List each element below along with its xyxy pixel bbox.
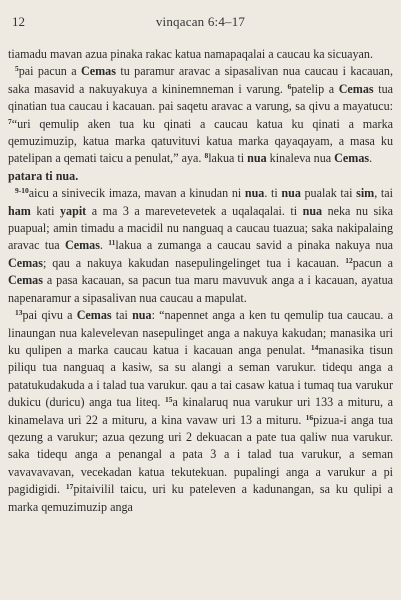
verse-number: 16 [305,412,314,422]
verse-text: neka nu sika puapual; amin timadu a macidil nu nanguaq a caucau tuazua; saka nakipalaing aravac tua [8,203,393,253]
section-heading: patara ti nua. [8,168,79,183]
verse-text: lakua a zumanga a caucau savid a pinaka nakuya nua [115,238,393,253]
verse-text: kinaleva nua [266,151,335,166]
verse-text: ; qau a nakuya kakudan nasepulingelinget tua i kacauan. [42,255,346,270]
verse-number: 17 [65,482,74,492]
bold-name: Cemas [8,273,43,288]
bold-name: Cemas [81,64,116,79]
body-text [8,46,393,516]
verse-number: 9-10 [15,186,29,196]
verse-number: 12 [345,255,353,265]
verse-text: a kinalaruq nua varukur uri 133 a mituru, a kinamelava uri 22 a mituru, a kina vavaw uri 13 a mituru. [8,395,393,427]
verse-text: . [99,238,109,253]
verse-text: . ti [264,186,282,201]
verse-text: aicu a sinivecik imaza, mavan a kinudan ni [28,186,245,201]
verse-text: manasika tisun piliqu tua nanguaq a kasiw, sa su alangi a seman varukur. tidequ anga a patatukudakuda a i talad tua varukur. qau a tai casaw katua i tumaq tua varukur dukicu (duricu) anga tua liteq. [8,342,393,410]
verse-text: a pasa kacauan, sa pacun tua maru mavuvuk anga a i kacauan, ayatua napenaramur a sipasalivan nua caucau a mapulat. [8,273,393,305]
verse-text: tiamadu mavan azua pinaka rakac katua namapaqalai a caucau ka sicuayan. [8,47,373,61]
verse-number: 6 [287,81,292,91]
paragraph [8,63,393,167]
verse-text: pai qivu a [22,308,77,323]
verse-text: pitaivilil taicu, uri ku pateleven a kadunangan, sa ku qulipi a marka qemuzimuzip anga [8,482,393,514]
paragraph [8,307,393,516]
verse-text: , tai [374,186,393,201]
bold-name: sim [356,186,375,201]
verse-text: pai pacun a [18,64,81,79]
paragraph [8,185,393,307]
bold-name: Cemas [338,81,374,96]
running-header [12,14,389,32]
verse-number: 5 [15,64,19,74]
verse-text: lakua ti [208,151,248,166]
verse-number: 7 [8,116,12,126]
verse-number: 15 [165,395,173,405]
bold-name: nua [244,186,265,201]
bold-name: Cemas [64,238,100,253]
verse-text: a ma 3 a marevetevetek a uqalaqalai. ti [86,203,303,218]
verse-text: pualak tai [300,186,357,201]
verse-text: tua qinatian tua caucau i kacauan. pai saqetu aravac a varung, sa qivu a mayatucu: [8,81,393,114]
bold-name: nua [247,151,267,166]
verse-text: tai [111,308,133,323]
verse-text: . [369,151,373,166]
bold-name: nua [132,308,152,323]
bold-name: Cemas [8,255,43,270]
verse-number: 8 [204,151,209,161]
page-number: 12 [12,14,25,29]
verse-number: 11 [108,238,116,248]
verse-text: : “napennet anga a ken tu qemulip tua caucau. a linaungan nua kalevelevan nasepulinget anga a nakuya kakudan; manasika uri ku qulipen a marka caucau katua i kacauan anga penulat. [8,308,393,357]
bold-name: yapit [60,203,87,218]
bold-name: nua [302,203,323,218]
verse-text: pacun a [352,255,393,270]
verse-text: tu paramur aravac a sipasalivan nua caucau i kacauan, saka masavid a nakuyakuya a kininemneman i varung. [8,64,393,96]
verse-text: “uri qemulip aken tua ku qinati a caucau katua ku qinati a marka qemuzimuzip, katua marka qatuvituvi katua marka qayaqayam, a masa ku patelipan a qemati taicu a penulat,” aya. [8,116,393,166]
chapter-reference: vinqacan 6:4–17 [155,14,246,29]
verse-text: patelip a [291,81,339,96]
verse-text: kati [30,203,60,218]
paragraph [8,46,393,63]
bold-name: Cemas [76,308,112,323]
verse-number: 14 [310,342,319,352]
bold-name: nua [281,186,301,201]
verse-text: pizua-i anga tua qezung a varukur; azua qezung uri 2 dekuacan a pate tua qaliw nua varukur. saka tidequ anga a penangal a pata 3 a i talad tua varukur, a seman vavavavavan, vecekadan katua tekutekuan. pupalingi anga a varukur a pi pagidigidi. [8,412,393,497]
bold-name: Cemas [334,151,370,166]
verse-number: 13 [15,308,23,318]
bold-name: ham [8,203,31,218]
